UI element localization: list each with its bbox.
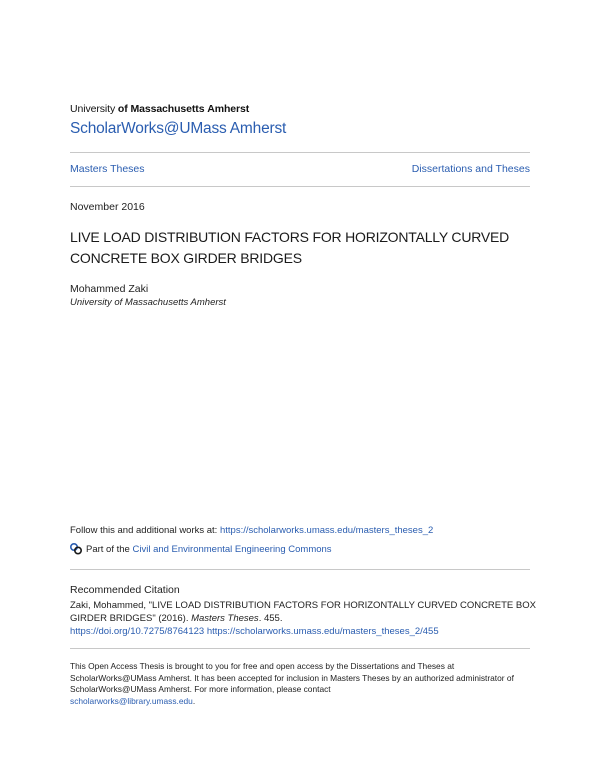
contact-email-link[interactable]: scholarworks@library.umass.edu (70, 695, 193, 706)
citation-text: Zaki, Mohammed, "LIVE LOAD DISTRIBUTION FACTORS FOR HORIZONTALLY CURVED CONCRETE BOX GIRDER BRIDGES" (2016). (70, 600, 536, 624)
citation-heading: Recommended Citation (70, 584, 180, 596)
author-affiliation: University of Massachusetts Amherst (70, 297, 226, 308)
university-prefix: University (70, 103, 116, 115)
notice-end: . (192, 695, 196, 706)
follow-prefix: Follow this and additional works at: (70, 525, 220, 536)
follow-url-link[interactable]: https://scholarworks.umass.edu/masters_theses_2 (219, 525, 434, 536)
divider-top (70, 152, 530, 153)
divider-citation (70, 569, 530, 570)
divider-notice (70, 648, 530, 649)
follow-line (70, 525, 433, 536)
university-of: of Massachusetts (117, 103, 205, 115)
citation-series: Masters Theses (191, 613, 259, 624)
university-suffix: Amherst (207, 103, 250, 115)
doi-link[interactable]: https://doi.org/10.7275/8764123 (70, 626, 205, 637)
citation-number: . 455. (258, 613, 283, 624)
commons-network-icon (70, 543, 82, 555)
commons-link[interactable]: Civil and Environmental Engineering Commons (132, 543, 332, 555)
university-name (70, 103, 249, 115)
document-title: LIVE LOAD DISTRIBUTION FACTORS FOR HORIZONTALLY CURVED CONCRETE BOX GIRDER BRIDGES (70, 229, 510, 266)
author-name: Mohammed Zaki (70, 283, 149, 295)
masters-theses-link[interactable]: Masters Theses (70, 163, 145, 175)
repository-link[interactable]: ScholarWorks@UMass Amherst (70, 120, 287, 137)
publication-date: November 2016 (70, 201, 145, 213)
part-of-prefix: Part of the (86, 543, 130, 555)
citation-url-link[interactable]: https://scholarworks.umass.edu/masters_theses_2/455 (206, 626, 439, 637)
divider-nav (70, 186, 530, 187)
part-of-line (70, 543, 332, 555)
access-notice (70, 661, 540, 707)
dissertations-theses-link[interactable]: Dissertations and Theses (411, 163, 530, 175)
notice-text: This Open Access Thesis is brought to you for free and open access by the Dissertations and Theses at ScholarWorks@UMass Amherst. It has been accepted for inclusion in Masters Theses by an authorized administrator of ScholarWorks@UMass Amherst. For more information, please contact (70, 661, 514, 695)
citation-block (70, 599, 540, 638)
